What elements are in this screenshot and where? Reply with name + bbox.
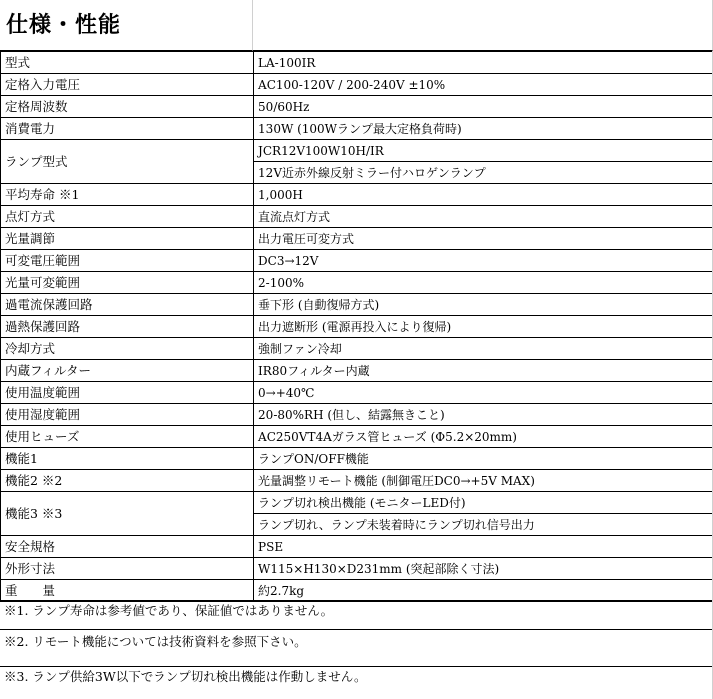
row-value-secondary: ランプ切れ、ランプ未装着時にランプ切れ信号出力 <box>254 514 713 536</box>
row-value: AC100-120V / 200-240V ±10% <box>254 74 713 96</box>
row-label: 平均寿命 ※1 <box>1 184 254 206</box>
table-row <box>1 206 713 228</box>
row-value: 20-80%RH (但し、結露無きこと) <box>254 404 713 426</box>
title-row <box>0 0 713 51</box>
row-value: 強制ファン冷却 <box>254 338 713 360</box>
row-label: 型式 <box>1 52 254 74</box>
table-row <box>1 470 713 492</box>
row-label: 内蔵フィルター <box>1 360 254 382</box>
spec-table <box>0 51 713 602</box>
table-row <box>1 580 713 602</box>
row-label: 定格周波数 <box>1 96 254 118</box>
row-label: 機能1 <box>1 448 254 470</box>
row-value: 2-100% <box>254 272 713 294</box>
row-value: JCR12V100W10H/IR <box>254 140 713 162</box>
footnote-1: ※1. ランプ寿命は参考値であり、保証値ではありません。 <box>0 600 713 630</box>
footnote-3: ※3. ランプ供給3W以下でランプ切れ検出機能は作動しません。 <box>0 666 713 696</box>
table-row <box>1 360 713 382</box>
row-value: 出力遮断形 (電源再投入により復帰) <box>254 316 713 338</box>
table-row <box>1 74 713 96</box>
row-label: 光量調節 <box>1 228 254 250</box>
table-row <box>1 338 713 360</box>
table-row <box>1 52 713 74</box>
table-row <box>1 426 713 448</box>
row-value: 出力電圧可変方式 <box>254 228 713 250</box>
row-value: ランプON/OFF機能 <box>254 448 713 470</box>
row-value: 130W (100Wランプ最大定格負荷時) <box>254 118 713 140</box>
row-label: 過熱保護回路 <box>1 316 254 338</box>
table-row <box>1 536 713 558</box>
table-row <box>1 294 713 316</box>
row-label: 使用湿度範囲 <box>1 404 254 426</box>
row-label: ランプ型式 <box>1 140 254 184</box>
row-value: IR80フィルター内蔵 <box>254 360 713 382</box>
row-value: 垂下形 (自動復帰方式) <box>254 294 713 316</box>
row-value: W115×H130×D231mm (突起部除く寸法) <box>254 558 713 580</box>
row-value: 50/60Hz <box>254 96 713 118</box>
table-row <box>1 140 713 162</box>
row-value: PSE <box>254 536 713 558</box>
row-value: LA-100IR <box>254 52 713 74</box>
row-label: 機能3 ※3 <box>1 492 254 536</box>
row-label: 消費電力 <box>1 118 254 140</box>
page-title: 仕様・性能 <box>6 13 122 38</box>
row-label: 点灯方式 <box>1 206 254 228</box>
row-label: 安全規格 <box>1 536 254 558</box>
row-value: 光量調整リモート機能 (制御電圧DC0→+5V MAX) <box>254 470 713 492</box>
row-label: 過電流保護回路 <box>1 294 254 316</box>
row-label: 重 量 <box>1 580 254 602</box>
row-value-secondary: 12V近赤外線反射ミラー付ハロゲンランプ <box>254 162 713 184</box>
table-row <box>1 382 713 404</box>
table-row <box>1 404 713 426</box>
table-row <box>1 184 713 206</box>
table-row <box>1 558 713 580</box>
row-label: 定格入力電圧 <box>1 74 254 96</box>
row-value: AC250VT4Aガラス管ヒューズ (Φ5.2×20mm) <box>254 426 713 448</box>
row-label: 可変電圧範囲 <box>1 250 254 272</box>
row-value: 1,000H <box>254 184 713 206</box>
table-row <box>1 228 713 250</box>
row-label: 外形寸法 <box>1 558 254 580</box>
title-empty-cell <box>253 0 713 51</box>
table-row <box>1 118 713 140</box>
table-row <box>1 492 713 514</box>
row-value: 0→+40℃ <box>254 382 713 404</box>
title-cell <box>0 0 253 51</box>
table-row <box>1 96 713 118</box>
row-label: 光量可変範囲 <box>1 272 254 294</box>
table-row <box>1 316 713 338</box>
footnote-2: ※2. リモート機能については技術資料を参照下さい。 <box>4 634 307 649</box>
table-row <box>1 272 713 294</box>
table-row <box>1 250 713 272</box>
row-label: 使用温度範囲 <box>1 382 254 404</box>
row-value: ランプ切れ検出機能 (モニターLED付) <box>254 492 713 514</box>
table-row <box>1 448 713 470</box>
row-value: 約2.7kg <box>254 580 713 602</box>
row-label: 使用ヒューズ <box>1 426 254 448</box>
row-label: 冷却方式 <box>1 338 254 360</box>
row-value: 直流点灯方式 <box>254 206 713 228</box>
row-value: DC3→12V <box>254 250 713 272</box>
row-label: 機能2 ※2 <box>1 470 254 492</box>
